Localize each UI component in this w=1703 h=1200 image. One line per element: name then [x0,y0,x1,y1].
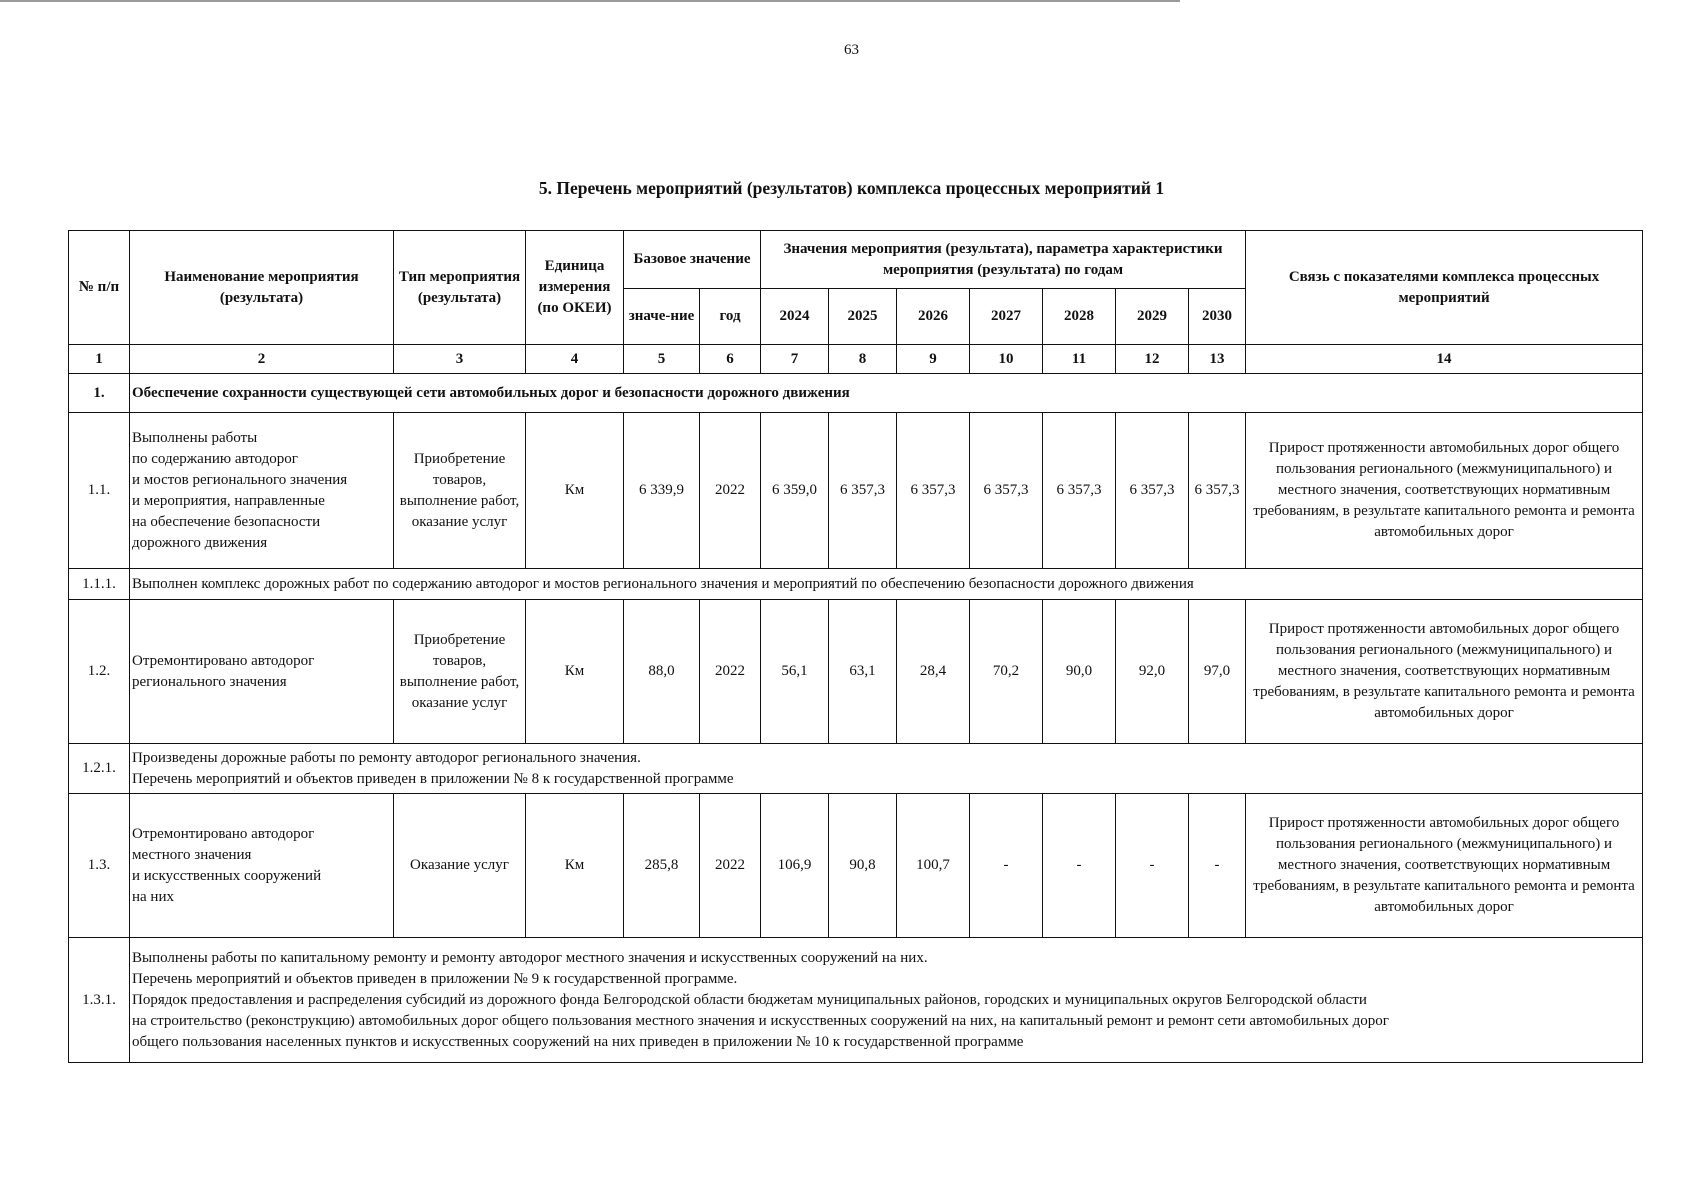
row-name-line: на обеспечение безопасности [132,513,321,530]
header-year: 2029 [1116,289,1189,345]
sub-row-line: Выполнены работы по капитальному ремонту и ремонту автодорог местного значения и искусственных сооружений на них. [132,949,928,966]
row-year-value: 63,1 [829,600,897,744]
row-name [130,413,394,569]
sub-row [69,744,1643,794]
sub-row [69,938,1643,1063]
row-year-value: 6 359,0 [761,413,829,569]
sub-row-text [130,744,1643,794]
row-year-value: - [1043,794,1116,938]
row-link: Прирост протяженности автомобильных дорог общего пользования регионального (межмуниципального) и местного значения, соответствующих нормативным требованиям, в результате капитального ремонта и ремонта автомобильных дорог [1246,600,1643,744]
row-unit: Км [526,794,624,938]
column-number: 8 [829,345,897,374]
header-year: 2024 [761,289,829,345]
row-unit: Км [526,413,624,569]
column-number: 2 [130,345,394,374]
row-name-line: регионального значения [132,673,287,690]
row-name-line: местного значения [132,846,252,863]
row-link: Прирост протяженности автомобильных дорог общего пользования регионального (межмуниципального) и местного значения, соответствующих нормативным требованиям, в результате капитального ремонта и ремонта автомобильных дорог [1246,413,1643,569]
row-name-line: и мероприятия, направленные [132,492,325,509]
row-link: Прирост протяженности автомобильных дорог общего пользования регионального (межмуниципального) и местного значения, соответствующих нормативным требованиям, в результате капитального ремонта и ремонта автомобильных дорог [1246,794,1643,938]
row-year-value: 6 357,3 [829,413,897,569]
section-row [69,374,1643,413]
column-number: 3 [394,345,526,374]
row-year-value: 28,4 [897,600,970,744]
row-year-value: 6 357,3 [897,413,970,569]
row-base-year: 2022 [700,600,761,744]
row-name-line: по содержанию автодорог [132,450,298,467]
row-name-line: Отремонтировано автодорог [132,825,315,842]
header-unit: Единица измерения (по ОКЕИ) [526,231,624,345]
row-type: Приобретение товаров, выполнение работ, оказание услуг [394,413,526,569]
row-year-value: 70,2 [970,600,1043,744]
column-number: 9 [897,345,970,374]
section-title: Обеспечение сохранности существующей сети автомобильных дорог и безопасности дорожного движения [130,374,1643,413]
sub-row-num: 1.2.1. [69,744,130,794]
row-num: 1.2. [69,600,130,744]
column-number: 10 [970,345,1043,374]
sub-row [69,569,1643,600]
row-base-value: 285,8 [624,794,700,938]
row-name [130,794,394,938]
row-year-value: 100,7 [897,794,970,938]
row-year-value: 6 357,3 [1189,413,1246,569]
row-unit: Км [526,600,624,744]
activities-table [68,230,1643,1063]
row-year-value: 6 357,3 [1116,413,1189,569]
row-name-line: Выполнены работы [132,429,258,446]
row-base-year: 2022 [700,413,761,569]
row-year-value: - [1116,794,1189,938]
row-name-line: Отремонтировано автодорог [132,652,315,669]
column-number: 4 [526,345,624,374]
sub-row-line: Перечень мероприятий и объектов приведен в приложении № 8 к государственной программе [132,770,734,787]
header-name: Наименование мероприятия (результата) [130,231,394,345]
column-number: 14 [1246,345,1643,374]
row-year-value: 56,1 [761,600,829,744]
sub-row-line: на строительство (реконструкцию) автомобильных дорог общего пользования местного значения и искусственных сооружений на них, на капитальный ремонт и ремонт сети автомобильных дорог [132,1012,1389,1029]
row-year-value: - [970,794,1043,938]
row-num: 1.1. [69,413,130,569]
sub-row-line: Произведены дорожные работы по ремонту автодорог регионального значения. [132,749,641,766]
table-row [69,794,1643,938]
column-number: 7 [761,345,829,374]
row-year-value: 97,0 [1189,600,1246,744]
row-year-value: 6 357,3 [1043,413,1116,569]
scan-edge-line [0,0,1180,2]
row-name [130,600,394,744]
header-link: Связь с показателями комплекса процессных мероприятий [1246,231,1643,345]
header-base: Базовое значение [624,231,761,289]
column-number: 12 [1116,345,1189,374]
row-base-year: 2022 [700,794,761,938]
row-type: Оказание услуг [394,794,526,938]
header-num: № п/п [69,231,130,345]
row-name-line: и искусственных сооружений [132,867,322,884]
row-base-value: 88,0 [624,600,700,744]
row-year-value: 92,0 [1116,600,1189,744]
row-name-line: на них [132,888,174,905]
column-number: 11 [1043,345,1116,374]
sub-row-num: 1.3.1. [69,938,130,1063]
row-base-value: 6 339,9 [624,413,700,569]
row-year-value: 90,0 [1043,600,1116,744]
row-type: Приобретение товаров, выполнение работ, оказание услуг [394,600,526,744]
column-number: 13 [1189,345,1246,374]
header-type: Тип мероприятия (результата) [394,231,526,345]
header-base-value: значе-ние [624,289,700,345]
sub-row-num: 1.1.1. [69,569,130,600]
sub-row-text [130,569,1643,600]
header-base-year: год [700,289,761,345]
row-year-value: 90,8 [829,794,897,938]
table-row [69,413,1643,569]
row-num: 1.3. [69,794,130,938]
column-number: 5 [624,345,700,374]
sub-row-line: Порядок предоставления и распределения субсидий из дорожного фонда Белгородской области бюджетам муниципальных районов, городских и муниципальных округов Белгородской области [132,991,1367,1008]
row-year-value: 106,9 [761,794,829,938]
row-year-value: 6 357,3 [970,413,1043,569]
column-number: 1 [69,345,130,374]
document-title: 5. Перечень мероприятий (результатов) комплекса процессных мероприятий 1 [538,178,1165,198]
table-row [69,600,1643,744]
header-year: 2027 [970,289,1043,345]
section-num: 1. [69,374,130,413]
sub-row-line: общего пользования населенных пунктов и искусственных сооружений на них приведен в приложении № 10 к государственной программе [132,1033,1024,1050]
header-year: 2030 [1189,289,1246,345]
sub-row-line: Выполнен комплекс дорожных работ по содержанию автодорог и мостов регионального значения и мероприятий по обеспечению безопасности дорожного движения [132,575,1194,592]
row-year-value: - [1189,794,1246,938]
column-number: 6 [700,345,761,374]
row-name-line: и мостов регионального значения [132,471,348,488]
page-number: 63 [844,42,859,58]
header-values: Значения мероприятия (результата), параметра характеристики мероприятия (результата) по годам [761,231,1246,289]
column-numbers-row [69,345,1643,374]
sub-row-line: Перечень мероприятий и объектов приведен в приложении № 9 к государственной программе. [132,970,738,987]
header-year: 2028 [1043,289,1116,345]
header-row-1 [69,231,1643,289]
header-year: 2026 [897,289,970,345]
header-year: 2025 [829,289,897,345]
sub-row-text [130,938,1643,1063]
row-name-line: дорожного движения [132,534,268,551]
